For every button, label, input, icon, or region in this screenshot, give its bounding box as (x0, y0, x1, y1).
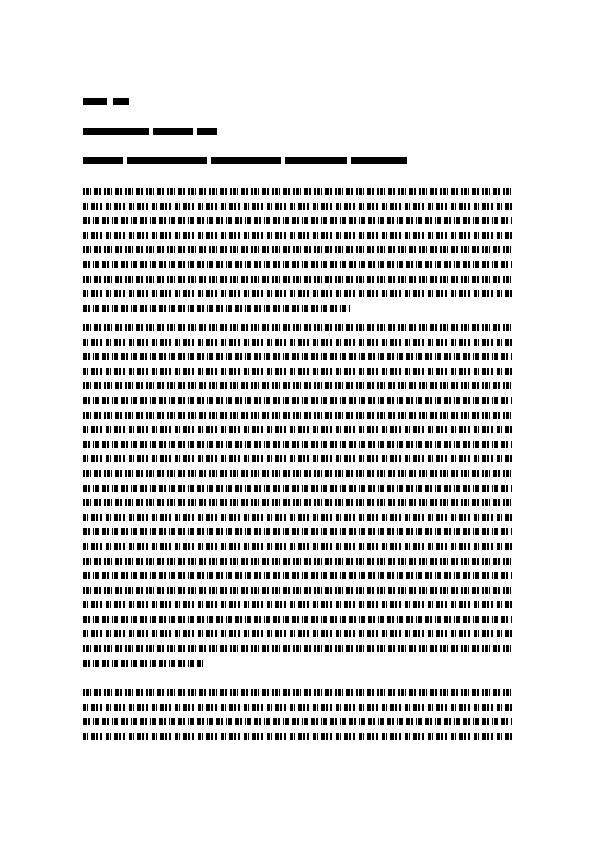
paragraph-1 (83, 188, 513, 319)
paragraph-3 (83, 689, 513, 747)
paragraph-2 (83, 324, 513, 674)
